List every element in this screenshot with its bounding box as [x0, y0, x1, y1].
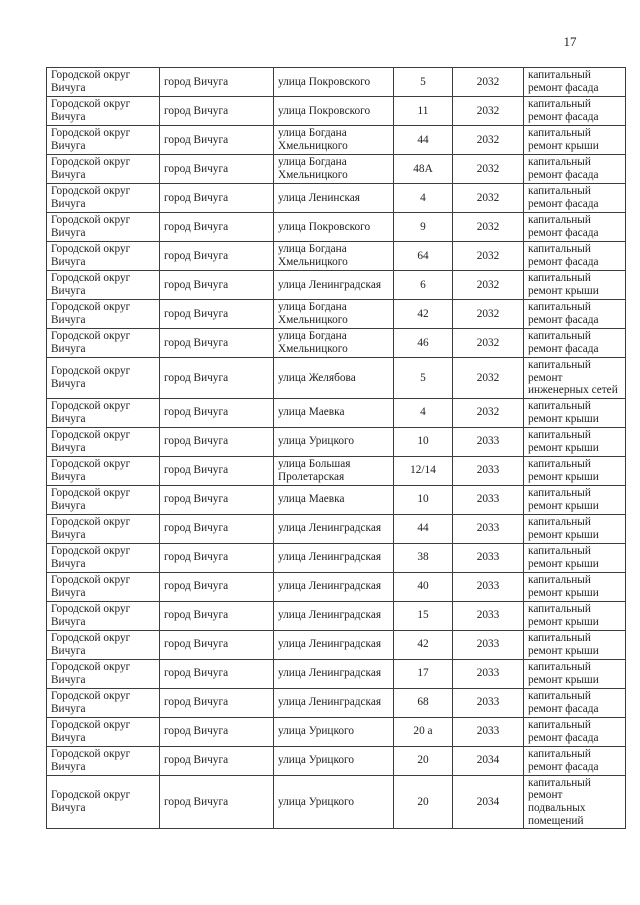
cell-city: город Вичуга: [160, 271, 274, 300]
cell-year: 2032: [453, 358, 524, 399]
cell-district: Городской округ Вичуга: [47, 213, 160, 242]
cell-work-type: капитальный ремонт крыши: [524, 427, 626, 456]
cell-street: улица Маевка: [274, 398, 394, 427]
cell-district: Городской округ Вичуга: [47, 630, 160, 659]
table-row: [47, 659, 626, 688]
table-row: [47, 543, 626, 572]
cell-work-type: капитальный ремонт фасада: [524, 184, 626, 213]
table-row: [47, 126, 626, 155]
cell-house-number: 46: [394, 329, 453, 358]
table-row: [47, 775, 626, 828]
cell-house-number: 11: [394, 97, 453, 126]
cell-year: 2033: [453, 688, 524, 717]
cell-year: 2032: [453, 184, 524, 213]
table-row: [47, 601, 626, 630]
cell-street: улица Маевка: [274, 485, 394, 514]
cell-street: улица Ленинградская: [274, 601, 394, 630]
cell-street: улица Покровского: [274, 68, 394, 97]
table-row: [47, 746, 626, 775]
table-row: [47, 358, 626, 399]
cell-work-type: капитальный ремонт фасада: [524, 688, 626, 717]
cell-house-number: 20 а: [394, 717, 453, 746]
cell-district: Городской округ Вичуга: [47, 155, 160, 184]
cell-city: город Вичуга: [160, 746, 274, 775]
cell-district: Городской округ Вичуга: [47, 659, 160, 688]
cell-year: 2032: [453, 398, 524, 427]
cell-city: город Вичуга: [160, 97, 274, 126]
cell-year: 2032: [453, 271, 524, 300]
cell-house-number: 64: [394, 242, 453, 271]
cell-work-type: капитальный ремонт инженерных сетей: [524, 358, 626, 399]
cell-work-type: капитальный ремонт крыши: [524, 601, 626, 630]
cell-city: город Вичуга: [160, 155, 274, 184]
cell-house-number: 4: [394, 398, 453, 427]
cell-district: Городской округ Вичуга: [47, 485, 160, 514]
cell-city: город Вичуга: [160, 358, 274, 399]
cell-city: город Вичуга: [160, 456, 274, 485]
cell-house-number: 20: [394, 775, 453, 828]
cell-city: город Вичуга: [160, 543, 274, 572]
cell-work-type: капитальный ремонт фасада: [524, 746, 626, 775]
cell-work-type: капитальный ремонт подвальных помещений: [524, 775, 626, 828]
cell-house-number: 38: [394, 543, 453, 572]
cell-district: Городской округ Вичуга: [47, 514, 160, 543]
table-row: [47, 300, 626, 329]
table-row: [47, 514, 626, 543]
cell-house-number: 5: [394, 358, 453, 399]
cell-year: 2034: [453, 775, 524, 828]
table-row: [47, 213, 626, 242]
cell-year: 2033: [453, 456, 524, 485]
cell-house-number: 9: [394, 213, 453, 242]
cell-district: Городской округ Вичуга: [47, 572, 160, 601]
cell-district: Городской округ Вичуга: [47, 271, 160, 300]
cell-street: улица Урицкого: [274, 746, 394, 775]
cell-year: 2033: [453, 543, 524, 572]
cell-street: улица Богдана Хмельницкого: [274, 155, 394, 184]
cell-street: улица Покровского: [274, 213, 394, 242]
cell-district: Городской округ Вичуга: [47, 543, 160, 572]
cell-work-type: капитальный ремонт крыши: [524, 456, 626, 485]
cell-district: Городской округ Вичуга: [47, 688, 160, 717]
cell-house-number: 44: [394, 126, 453, 155]
cell-year: 2033: [453, 514, 524, 543]
cell-house-number: 10: [394, 427, 453, 456]
table-row: [47, 485, 626, 514]
cell-work-type: капитальный ремонт фасада: [524, 717, 626, 746]
cell-city: город Вичуга: [160, 717, 274, 746]
cell-city: город Вичуга: [160, 775, 274, 828]
cell-city: город Вичуга: [160, 398, 274, 427]
cell-street: улица Урицкого: [274, 427, 394, 456]
cell-city: город Вичуга: [160, 427, 274, 456]
cell-street: улица Ленинградская: [274, 572, 394, 601]
cell-year: 2032: [453, 242, 524, 271]
table-row: [47, 271, 626, 300]
table-row: [47, 329, 626, 358]
cell-year: 2032: [453, 97, 524, 126]
cell-house-number: 17: [394, 659, 453, 688]
cell-city: город Вичуга: [160, 688, 274, 717]
cell-district: Городской округ Вичуга: [47, 97, 160, 126]
cell-district: Городской округ Вичуга: [47, 358, 160, 399]
cell-year: 2032: [453, 155, 524, 184]
table-row: [47, 398, 626, 427]
cell-street: улица Большая Пролетарская: [274, 456, 394, 485]
cell-work-type: капитальный ремонт фасада: [524, 213, 626, 242]
cell-street: улица Ленинградская: [274, 543, 394, 572]
table-row: [47, 155, 626, 184]
cell-year: 2032: [453, 68, 524, 97]
cell-district: Городской округ Вичуга: [47, 398, 160, 427]
cell-city: город Вичуга: [160, 300, 274, 329]
table-row: [47, 572, 626, 601]
cell-house-number: 15: [394, 601, 453, 630]
cell-district: Городской округ Вичуга: [47, 329, 160, 358]
cell-work-type: капитальный ремонт крыши: [524, 630, 626, 659]
cell-district: Городской округ Вичуга: [47, 746, 160, 775]
cell-year: 2033: [453, 659, 524, 688]
cell-street: улица Ленинградская: [274, 271, 394, 300]
table-body: [47, 68, 626, 829]
cell-year: 2034: [453, 746, 524, 775]
cell-city: город Вичуга: [160, 126, 274, 155]
cell-city: город Вичуга: [160, 485, 274, 514]
cell-year: 2032: [453, 329, 524, 358]
cell-year: 2032: [453, 126, 524, 155]
cell-street: улица Ленинградская: [274, 659, 394, 688]
table-row: [47, 630, 626, 659]
cell-city: город Вичуга: [160, 213, 274, 242]
cell-year: 2033: [453, 572, 524, 601]
table-row: [47, 456, 626, 485]
cell-city: город Вичуга: [160, 242, 274, 271]
cell-house-number: 5: [394, 68, 453, 97]
cell-district: Городской округ Вичуга: [47, 126, 160, 155]
cell-street: улица Ленинская: [274, 184, 394, 213]
cell-street: улица Богдана Хмельницкого: [274, 300, 394, 329]
cell-house-number: 10: [394, 485, 453, 514]
cell-year: 2033: [453, 630, 524, 659]
cell-city: город Вичуга: [160, 514, 274, 543]
cell-district: Городской округ Вичуга: [47, 717, 160, 746]
cell-district: Городской округ Вичуга: [47, 427, 160, 456]
cell-work-type: капитальный ремонт крыши: [524, 126, 626, 155]
cell-work-type: капитальный ремонт крыши: [524, 572, 626, 601]
cell-house-number: 40: [394, 572, 453, 601]
cell-house-number: 44: [394, 514, 453, 543]
cell-house-number: 68: [394, 688, 453, 717]
table-row: [47, 97, 626, 126]
cell-house-number: 48А: [394, 155, 453, 184]
table-row: [47, 242, 626, 271]
cell-year: 2032: [453, 300, 524, 329]
cell-house-number: 20: [394, 746, 453, 775]
cell-work-type: капитальный ремонт крыши: [524, 485, 626, 514]
cell-work-type: капитальный ремонт крыши: [524, 271, 626, 300]
cell-district: Городской округ Вичуга: [47, 300, 160, 329]
cell-year: 2033: [453, 427, 524, 456]
cell-district: Городской округ Вичуга: [47, 242, 160, 271]
cell-city: город Вичуга: [160, 630, 274, 659]
cell-district: Городской округ Вичуга: [47, 184, 160, 213]
cell-work-type: капитальный ремонт крыши: [524, 514, 626, 543]
cell-work-type: капитальный ремонт фасада: [524, 68, 626, 97]
cell-house-number: 12/14: [394, 456, 453, 485]
cell-year: 2033: [453, 717, 524, 746]
cell-street: улица Урицкого: [274, 717, 394, 746]
cell-year: 2033: [453, 601, 524, 630]
repair-schedule-table: [46, 67, 626, 829]
cell-year: 2032: [453, 213, 524, 242]
cell-work-type: капитальный ремонт фасада: [524, 300, 626, 329]
cell-street: улица Богдана Хмельницкого: [274, 242, 394, 271]
cell-work-type: капитальный ремонт фасада: [524, 329, 626, 358]
cell-street: улица Ленинградская: [274, 514, 394, 543]
cell-city: город Вичуга: [160, 572, 274, 601]
cell-city: город Вичуга: [160, 659, 274, 688]
cell-street: улица Покровского: [274, 97, 394, 126]
cell-city: город Вичуга: [160, 601, 274, 630]
cell-year: 2033: [453, 485, 524, 514]
cell-work-type: капитальный ремонт крыши: [524, 398, 626, 427]
cell-house-number: 42: [394, 630, 453, 659]
cell-work-type: капитальный ремонт фасада: [524, 155, 626, 184]
cell-city: город Вичуга: [160, 184, 274, 213]
cell-house-number: 42: [394, 300, 453, 329]
cell-city: город Вичуга: [160, 329, 274, 358]
cell-district: Городской округ Вичуга: [47, 775, 160, 828]
cell-district: Городской округ Вичуга: [47, 456, 160, 485]
cell-city: город Вичуга: [160, 68, 274, 97]
cell-street: улица Ленинградская: [274, 688, 394, 717]
cell-work-type: капитальный ремонт крыши: [524, 543, 626, 572]
cell-street: улица Богдана Хмельницкого: [274, 126, 394, 155]
cell-house-number: 6: [394, 271, 453, 300]
cell-work-type: капитальный ремонт фасада: [524, 242, 626, 271]
cell-street: улица Богдана Хмельницкого: [274, 329, 394, 358]
cell-street: улица Ленинградская: [274, 630, 394, 659]
table-row: [47, 427, 626, 456]
cell-work-type: капитальный ремонт фасада: [524, 97, 626, 126]
cell-district: Городской округ Вичуга: [47, 601, 160, 630]
page-number: 17: [563, 34, 577, 49]
cell-street: улица Желябова: [274, 358, 394, 399]
table-row: [47, 184, 626, 213]
cell-district: Городской округ Вичуга: [47, 68, 160, 97]
table-row: [47, 68, 626, 97]
cell-work-type: капитальный ремонт крыши: [524, 659, 626, 688]
cell-house-number: 4: [394, 184, 453, 213]
table-row: [47, 688, 626, 717]
table-row: [47, 717, 626, 746]
cell-street: улица Урицкого: [274, 775, 394, 828]
